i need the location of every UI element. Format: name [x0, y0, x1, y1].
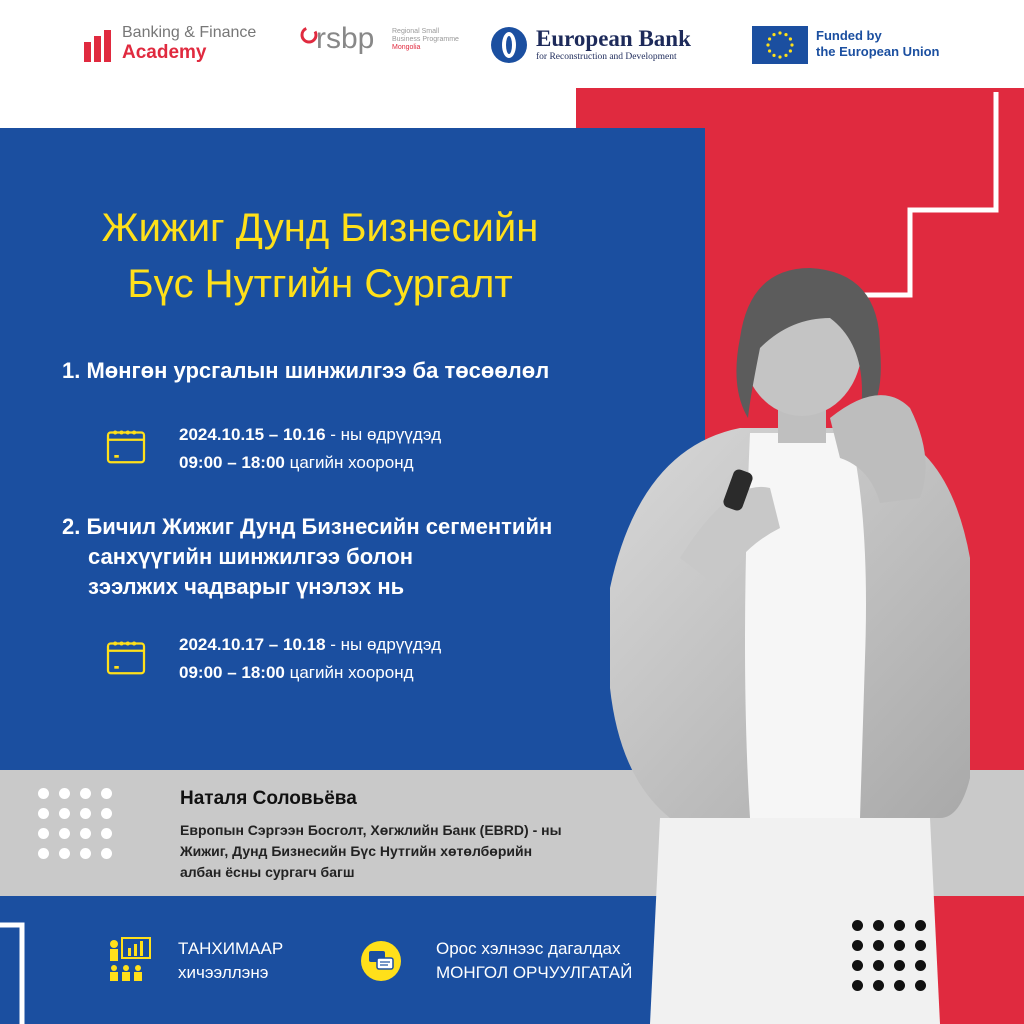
rsbp-sub1: Regional Small [392, 28, 440, 35]
mode-text [178, 937, 283, 985]
title-line2: Бүс Нутгийн Сургалт [127, 262, 513, 306]
ebrd-line2: for Reconstruction and Development [536, 52, 677, 62]
eu-line2: the European Union [816, 44, 940, 59]
session1-time-line [179, 449, 441, 477]
rsbp-sub3: Mongolia [392, 44, 421, 51]
session1-time-range: 09:00 – 18:00 [179, 453, 285, 472]
speaker-desc-line1: Европын Сэргээн Босголт, Хөгжлийн Банк (EBRD) - ны [180, 822, 562, 838]
translation-chat-icon [360, 940, 402, 982]
session1-date-line [179, 421, 441, 449]
rsbp-sub2: Business Programme [392, 36, 459, 43]
session2-heading-line2: санхүүгийн шинжилгээ болон [88, 544, 414, 569]
speaker-name: Наталя Соловьёва [180, 788, 357, 809]
speaker-description [180, 820, 562, 883]
session2-date-line [179, 631, 441, 659]
session2-heading-line3: зээлжих чадварыг үнэлэх нь [88, 574, 405, 599]
session2-date-range: 2024.10.17 – 10.18 [179, 635, 326, 654]
session2-time-suffix: цагийн хооронд [284, 663, 414, 682]
session2-heading-line1: 2. Бичил Жижиг Дунд Бизнесийн сегментийн [62, 514, 553, 539]
language-text [436, 937, 632, 985]
rsbp-wordmark: rsbp [316, 22, 375, 55]
eu-line1: Funded by [816, 28, 882, 43]
bfa-line1: Banking & Finance [122, 24, 257, 41]
speaker-photo [580, 258, 1024, 1024]
ebrd-line1: European Bank [536, 26, 691, 51]
session2-date-suffix: - ны өдрүүдэд [325, 635, 442, 654]
speaker-desc-line2: Жижиг, Дунд Бизнесийн Бүс Нутгийн хөтөлбөрийн [180, 843, 533, 859]
bfa-line2: Academy [122, 42, 207, 63]
session1-heading: 1. Мөнгөн урсгалын шинжилгээ ба төсөөлөл [62, 358, 550, 383]
session1-time-suffix: цагийн хооронд [284, 453, 414, 472]
title-line1: Жижиг Дунд Бизнесийн [101, 206, 539, 250]
session1-date [179, 421, 441, 477]
lang-line1: Орос хэлнээс дагалдах [436, 939, 621, 958]
lang-line2: МОНГОЛ ОРЧУУЛГАТАЙ [436, 963, 633, 982]
mode-line2: хичээллэнэ [178, 963, 269, 982]
session2-time-range: 09:00 – 18:00 [179, 663, 285, 682]
session2-heading [62, 512, 552, 602]
session2-date [179, 631, 441, 687]
session2-time-line [179, 659, 441, 687]
dots-decoration-white [38, 788, 113, 859]
mode-line1: ТАНХИМААР [178, 939, 284, 958]
speaker-desc-line3: албан ёсны сургагч багш [180, 864, 355, 880]
session1-date-suffix: - ны өдрүүдэд [325, 425, 442, 444]
calendar-icon [106, 428, 146, 464]
calendar-icon [106, 639, 146, 675]
classroom-icon [104, 936, 152, 982]
dots-decoration-black [852, 920, 927, 991]
page-title [40, 200, 600, 312]
session1-date-range: 2024.10.15 – 10.16 [179, 425, 326, 444]
